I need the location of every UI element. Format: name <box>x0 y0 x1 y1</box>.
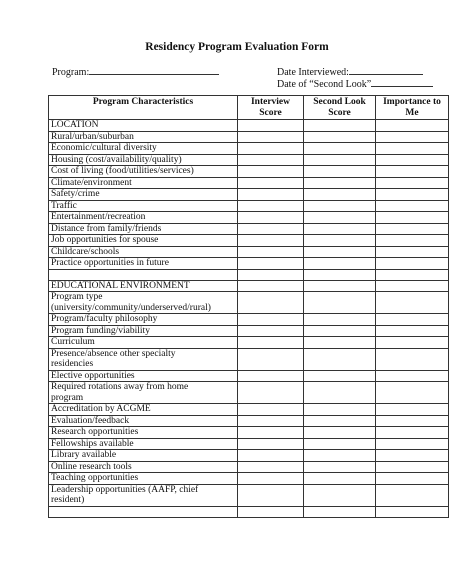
second-look-score-cell[interactable] <box>304 235 376 247</box>
table-row <box>49 269 449 280</box>
second-look-field[interactable] <box>277 77 433 90</box>
second-look-score-cell[interactable] <box>304 258 376 270</box>
row-label: Evaluation/feedback <box>49 415 238 427</box>
table-row <box>49 415 449 427</box>
row-label: Childcare/schools <box>49 246 238 258</box>
interview-score-cell[interactable] <box>238 166 304 178</box>
row-label: Distance from family/friends <box>49 223 238 235</box>
table-row <box>49 484 449 506</box>
importance-cell[interactable] <box>376 370 449 382</box>
interview-score-cell[interactable] <box>238 382 304 404</box>
interview-score-cell[interactable] <box>238 473 304 485</box>
second-look-input-line[interactable] <box>371 77 433 87</box>
importance-cell[interactable] <box>376 223 449 235</box>
table-row <box>49 235 449 247</box>
row-label <box>49 506 238 517</box>
importance-cell[interactable] <box>376 131 449 143</box>
program-label: Program: <box>52 67 90 78</box>
importance-cell[interactable] <box>376 404 449 416</box>
second-look-score-cell[interactable] <box>304 154 376 166</box>
interview-score-cell[interactable] <box>238 200 304 212</box>
row-label: Leadership opportunities (AAFP, chief resident) <box>49 484 238 506</box>
second-look-score-cell[interactable] <box>304 280 376 292</box>
interview-score-cell[interactable] <box>238 404 304 416</box>
second-look-score-cell[interactable] <box>304 415 376 427</box>
table-row <box>49 120 449 132</box>
importance-cell[interactable] <box>376 484 449 506</box>
importance-cell[interactable] <box>376 143 449 155</box>
program-input-line[interactable] <box>89 65 219 75</box>
row-label: Economic/cultural diversity <box>49 143 238 155</box>
importance-cell[interactable] <box>376 292 449 314</box>
interview-score-cell[interactable] <box>238 280 304 292</box>
interview-score-cell[interactable] <box>238 325 304 337</box>
form-title: Residency Program Evaluation Form <box>145 41 329 53</box>
table-row <box>49 450 449 462</box>
interview-score-cell[interactable] <box>238 427 304 439</box>
importance-cell[interactable] <box>376 246 449 258</box>
second-look-score-cell[interactable] <box>304 177 376 189</box>
table-row <box>49 325 449 337</box>
table-row <box>49 166 449 178</box>
table-row <box>49 200 449 212</box>
importance-cell[interactable] <box>376 154 449 166</box>
second-look-score-cell[interactable] <box>304 450 376 462</box>
second-look-score-cell[interactable] <box>304 131 376 143</box>
second-look-score-cell[interactable] <box>304 348 376 370</box>
second-look-score-cell[interactable] <box>304 143 376 155</box>
second-look-score-cell[interactable] <box>304 246 376 258</box>
table-row <box>49 337 449 349</box>
row-label: Practice opportunities in future <box>49 258 238 270</box>
table-row <box>49 189 449 201</box>
interview-score-cell[interactable] <box>238 415 304 427</box>
second-look-score-cell[interactable] <box>304 438 376 450</box>
interview-score-cell[interactable] <box>238 212 304 224</box>
importance-cell[interactable] <box>376 348 449 370</box>
second-look-score-cell[interactable] <box>304 461 376 473</box>
second-look-score-cell[interactable] <box>304 166 376 178</box>
interview-score-cell[interactable] <box>238 438 304 450</box>
row-label: Program funding/viability <box>49 325 238 337</box>
interview-score-cell[interactable] <box>238 348 304 370</box>
interview-score-cell[interactable] <box>238 370 304 382</box>
table-row <box>49 292 449 314</box>
importance-cell[interactable] <box>376 189 449 201</box>
second-look-score-cell[interactable] <box>304 120 376 132</box>
second-look-score-cell[interactable] <box>304 269 376 280</box>
header-characteristics: Program Characteristics <box>49 96 238 120</box>
interview-score-cell[interactable] <box>238 235 304 247</box>
importance-cell[interactable] <box>376 382 449 404</box>
importance-cell[interactable] <box>376 415 449 427</box>
importance-cell[interactable] <box>376 325 449 337</box>
interview-score-cell[interactable] <box>238 269 304 280</box>
second-look-score-cell[interactable] <box>304 382 376 404</box>
second-look-score-cell[interactable] <box>304 325 376 337</box>
table-row <box>49 246 449 258</box>
table-row <box>49 506 449 517</box>
header-importance: Importance to Me <box>376 96 449 120</box>
second-look-score-cell[interactable] <box>304 370 376 382</box>
importance-cell[interactable] <box>376 200 449 212</box>
second-look-score-cell[interactable] <box>304 506 376 517</box>
row-label: Traffic <box>49 200 238 212</box>
row-label: Library available <box>49 450 238 462</box>
table-row <box>49 143 449 155</box>
second-look-score-cell[interactable] <box>304 223 376 235</box>
second-look-score-cell[interactable] <box>304 337 376 349</box>
table-header-row <box>49 96 449 120</box>
row-label: Program/faculty philosophy <box>49 314 238 326</box>
importance-cell[interactable] <box>376 427 449 439</box>
row-label: Research opportunities <box>49 427 238 439</box>
interview-score-cell[interactable] <box>238 450 304 462</box>
row-label: Entertainment/recreation <box>49 212 238 224</box>
importance-cell[interactable] <box>376 438 449 450</box>
table-row <box>49 280 449 292</box>
interview-score-cell[interactable] <box>238 337 304 349</box>
table-row <box>49 404 449 416</box>
table-row <box>49 427 449 439</box>
importance-cell[interactable] <box>376 212 449 224</box>
table-row <box>49 212 449 224</box>
row-label: Rural/urban/suburban <box>49 131 238 143</box>
row-label: Program type (university/community/underserved/rural) <box>49 292 238 314</box>
importance-cell[interactable] <box>376 235 449 247</box>
table-row <box>49 258 449 270</box>
second-look-score-cell[interactable] <box>304 314 376 326</box>
interview-score-cell[interactable] <box>238 461 304 473</box>
second-look-score-cell[interactable] <box>304 473 376 485</box>
second-look-score-cell[interactable] <box>304 200 376 212</box>
table-row <box>49 382 449 404</box>
row-label <box>49 269 238 280</box>
second-look-score-cell[interactable] <box>304 189 376 201</box>
importance-cell[interactable] <box>376 120 449 132</box>
row-label: Required rotations away from home program <box>49 382 238 404</box>
row-label: LOCATION <box>49 120 238 132</box>
row-label: Job opportunities for spouse <box>49 235 238 247</box>
second-look-score-cell[interactable] <box>304 427 376 439</box>
interview-score-cell[interactable] <box>238 154 304 166</box>
second-look-score-cell[interactable] <box>304 484 376 506</box>
importance-cell[interactable] <box>376 461 449 473</box>
interview-score-cell[interactable] <box>238 189 304 201</box>
table-row <box>49 473 449 485</box>
header-interview-score: Interview Score <box>238 96 304 120</box>
importance-cell[interactable] <box>376 473 449 485</box>
table-row <box>49 348 449 370</box>
importance-cell[interactable] <box>376 166 449 178</box>
interview-score-cell[interactable] <box>238 143 304 155</box>
table-row <box>49 438 449 450</box>
second-look-label: Date of “Second Look” <box>277 79 372 90</box>
row-label: Climate/environment <box>49 177 238 189</box>
row-label: EDUCATIONAL ENVIRONMENT <box>49 280 238 292</box>
interview-score-cell[interactable] <box>238 120 304 132</box>
interview-score-cell[interactable] <box>238 314 304 326</box>
importance-cell[interactable] <box>376 177 449 189</box>
row-label: Elective opportunities <box>49 370 238 382</box>
importance-cell[interactable] <box>376 258 449 270</box>
program-field[interactable] <box>52 65 219 78</box>
interview-score-cell[interactable] <box>238 177 304 189</box>
header-second-look-score: Second Look Score <box>304 96 376 120</box>
row-label: Housing (cost/availability/quality) <box>49 154 238 166</box>
date-interviewed-label: Date Interviewed: <box>277 67 349 78</box>
second-look-score-cell[interactable] <box>304 292 376 314</box>
row-label: Cost of living (food/utilities/services) <box>49 166 238 178</box>
importance-cell[interactable] <box>376 450 449 462</box>
table-row <box>49 223 449 235</box>
row-label: Presence/absence other specialty residencies <box>49 348 238 370</box>
interview-score-cell[interactable] <box>238 258 304 270</box>
evaluation-table <box>48 95 449 518</box>
row-label: Curriculum <box>49 337 238 349</box>
table-row <box>49 461 449 473</box>
second-look-score-cell[interactable] <box>304 212 376 224</box>
second-look-score-cell[interactable] <box>304 404 376 416</box>
importance-cell[interactable] <box>376 269 449 280</box>
row-label: Accreditation by ACGME <box>49 404 238 416</box>
row-label: Fellowships available <box>49 438 238 450</box>
date-interviewed-input-line[interactable] <box>349 65 423 75</box>
importance-cell[interactable] <box>376 337 449 349</box>
table-row <box>49 314 449 326</box>
interview-score-cell[interactable] <box>238 223 304 235</box>
row-label: Teaching opportunities <box>49 473 238 485</box>
importance-cell[interactable] <box>376 280 449 292</box>
table-row <box>49 370 449 382</box>
interview-score-cell[interactable] <box>238 246 304 258</box>
importance-cell[interactable] <box>376 314 449 326</box>
row-label: Safety/crime <box>49 189 238 201</box>
importance-cell[interactable] <box>376 506 449 517</box>
interview-score-cell[interactable] <box>238 131 304 143</box>
row-label: Online research tools <box>49 461 238 473</box>
interview-score-cell[interactable] <box>238 292 304 314</box>
interview-score-cell[interactable] <box>238 484 304 506</box>
table-row <box>49 154 449 166</box>
interview-score-cell[interactable] <box>238 506 304 517</box>
table-row <box>49 131 449 143</box>
table-row <box>49 177 449 189</box>
